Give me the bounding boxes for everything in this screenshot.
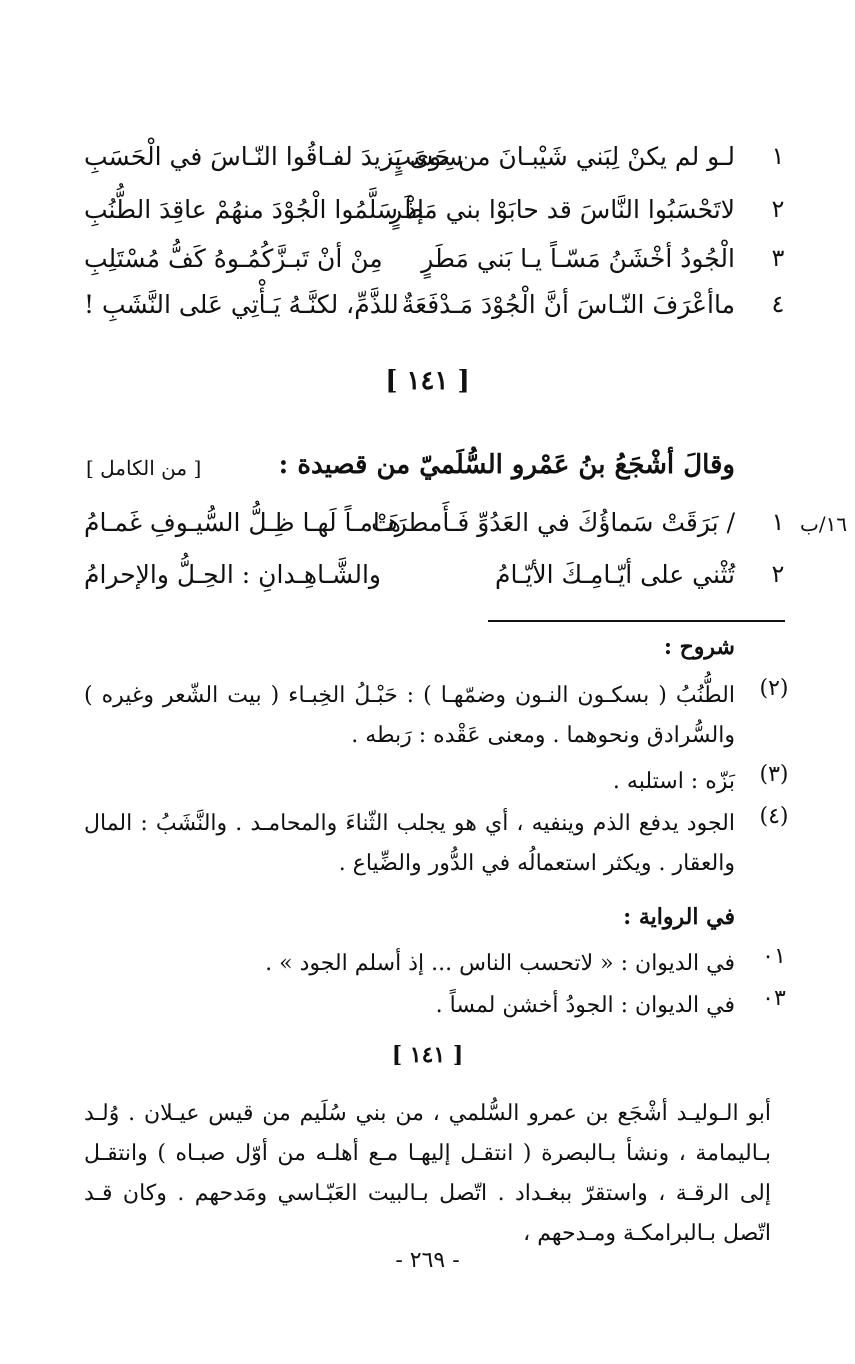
- verse-second-hemistich: مِنْ أنْ تَبـزَّكُمُـوهُ كَفُّ مُسْتَلِبِ: [84, 244, 383, 273]
- note-text: بَزّه : استلبه .: [612, 769, 735, 794]
- note-text: الطُّنُبُ ( بسكـون النـون وضمّهـا ) : حَبْـلُ الخِبـاء ( بيت الشّعر وغيره ) والسُّرادق ونحوهما . ومعنى عَقْده : رَبطه .: [84, 683, 735, 748]
- verse-second-hemistich: إذْ سَلَّمُوا الْجُوْدَ منهُمْ عاقِدَ الطُّنُبِ: [84, 195, 424, 224]
- meter-label: [ من الكامل ]: [86, 456, 202, 480]
- section-number: [ ١٤١ ]: [385, 366, 470, 396]
- note-number: (٤): [759, 804, 789, 829]
- riwaya-number: ٠٣: [762, 986, 786, 1011]
- page-number: - ٢٦٩ -: [395, 1248, 460, 1273]
- verse-first-hemistich: لـو لم يكنْ لِبَني شَيْبـانَ من حَسَبٍ: [387, 142, 735, 171]
- verse-number: ٢: [771, 195, 785, 223]
- verse-first-hemistich: ماأعْرَفَ النّـاسَ أنَّ الْجُوْدَ مَـدْفَعَةٌ: [401, 290, 735, 319]
- riwaya-text: في الديوان : « لاتحسب الناس ... إذ أسلم الجود » .: [265, 951, 735, 976]
- verse-number: ٣: [771, 244, 785, 272]
- commentary-title: شروح :: [663, 634, 735, 660]
- section-number-2: [ ١٤١ ]: [391, 1042, 464, 1068]
- verse-first-hemistich: لاتَحْسَبُوا النَّاسَ قد حابَوْا بني مَطَرٍ: [389, 195, 735, 224]
- verse-second-hemistich: والشَّـاهِـدانِ : الحِـلُّ والإحرامُ: [84, 560, 381, 589]
- verse-first-hemistich: الْجُودُ أخْشَنُ مَسّـاً يـا بَني مَطَرٍ: [421, 244, 735, 273]
- verse-number: ٢: [771, 560, 785, 588]
- riwaya-number: ٠١: [762, 944, 786, 969]
- verse-number: ١: [771, 142, 785, 170]
- riwaya-text: في الديوان : الجودُ أخشن لمساً .: [435, 993, 735, 1018]
- note-text: الجود يدفع الذم وينفيه ، أي هو يجلب الثّناءَ والمحامـد . والنَّشَبُ : المال والعقار . ويكثر استعمالُه في الدُّور والضِّياع .: [84, 811, 735, 876]
- note-number: (٣): [759, 762, 789, 787]
- footnote-divider: [488, 620, 785, 622]
- verse-first-hemistich: / بَرَقَتْ سَماؤُكَ في العَدُوِّ فَـأَمطرَتْ: [371, 508, 735, 537]
- verse-second-hemistich: سِوى يَزيدَ لفـاقُوا النّـاسَ في الْحَسَبِ: [84, 142, 463, 171]
- note-number: (٢): [759, 676, 789, 701]
- verse-number: ١: [771, 508, 785, 536]
- verse-second-hemistich: للذَّمِّ، لكنَّـهُ يَـأْتِي عَلى النَّشَبِ !: [84, 290, 399, 319]
- biography-paragraph: أبو الـوليـد أشْجَع بن عمرو السُّلمي ، من بني سُلَيم من قيس عيـلان . وُلـد بـاليمامة ، ونشأ بـالبصرة ( انتقـل إليهـا مـع أهلـه من أوّل صبـاه ) وانتقـل إلى الرقـة ، واستقرّ ببغـداد . اتّصل بـالبيت العَبّـاسي ومَدحهم . وكان قـد اتّصل بـالبرامكـة ومـدحهم ،: [84, 1101, 771, 1246]
- riwaya-title: في الرواية :: [623, 904, 735, 930]
- poem-intro: وقالَ أشْجَعُ بنُ عَمْرو السُّلَميّ من قصيدة :: [278, 450, 735, 480]
- verse-first-hemistich: تُثْني على أيّـامِـكَ الأيّـامُ: [495, 560, 735, 589]
- verse-second-hemistich: هَـامـاً لَهـا ظِـلُّ السُّيـوفِ غَمـامُ: [84, 508, 401, 537]
- margin-folio-note: ١٦/ب: [800, 512, 848, 536]
- verse-number: ٤: [771, 290, 785, 318]
